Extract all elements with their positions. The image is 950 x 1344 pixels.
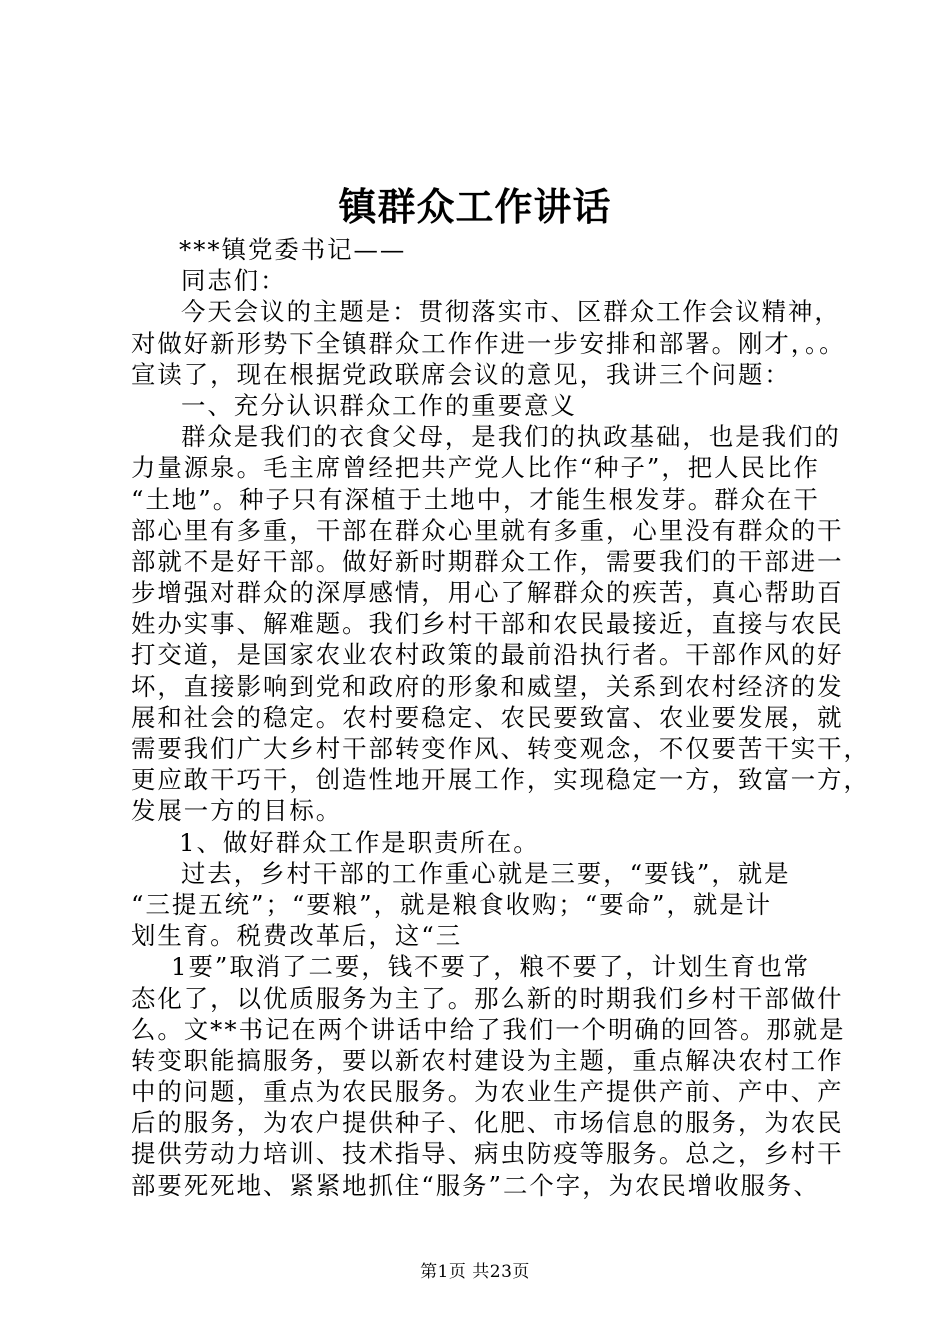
paragraph-line: 态化了，以优质服务为主了。那么新的时期我们乡村干部做什 xyxy=(131,983,844,1013)
paragraph-line: “土地”。种子只有深植于土地中，才能生根发芽。群众在干 xyxy=(131,484,820,514)
paragraph-line: 对做好新形势下全镇群众工作作进一步安排和部署。刚才，。。 xyxy=(131,328,846,358)
document-body xyxy=(131,234,870,1201)
subsection-heading: 1、做好群众工作是职责所在。 xyxy=(179,827,540,857)
author-line: ***镇党委书记—— xyxy=(179,235,407,264)
paragraph-line: 过去，乡村干部的工作重心就是三要，“要钱”，就是 xyxy=(181,858,791,888)
paragraph-line: 姓办实事、解难题。我们乡村干部和农民最接近，直接与农民 xyxy=(131,609,844,639)
paragraph-line: 部要死死地、紧紧地抓住“服务”二个字，为农民增收服务、 xyxy=(131,1170,820,1200)
paragraph-line: 1要”取消了二要，钱不要了，粮不要了，计划生育也常 xyxy=(171,952,810,982)
paragraph-line: 部就不是好干部。做好新时期群众工作，需要我们的干部进一 xyxy=(131,546,844,576)
paragraph-line: 力量源泉。毛主席曾经把共产党人比作“种子”，把人民比作 xyxy=(131,453,820,483)
paragraph-line: “三提五统”；“要粮”，就是粮食收购；“要命”，就是计 xyxy=(131,889,773,919)
paragraph-line: 打交道，是国家农业农村政策的最前沿执行者。干部作风的好 xyxy=(131,640,844,670)
paragraph-line: 群众是我们的衣食父母，是我们的执政基础，也是我们的 xyxy=(181,422,841,452)
paragraph-line: 后的服务，为农户提供种子、化肥、市场信息的服务，为农民 xyxy=(131,1108,844,1138)
paragraph-line: 提供劳动力培训、技术指导、病虫防疫等服务。总之，乡村干 xyxy=(131,1139,844,1169)
paragraph-line: 需要我们广大乡村干部转变作风、转变观念，不仅要苦干实干， xyxy=(131,734,870,763)
paragraph-line: 宣读了，现在根据党政联席会议的意见，我讲三个问题： xyxy=(131,359,791,389)
paragraph-line: 转变职能搞服务，要以新农村建设为主题，重点解决农村工作 xyxy=(131,1045,844,1075)
paragraph-line: 部心里有多重，干部在群众心里就有多重，心里没有群众的干 xyxy=(131,515,844,545)
page-number-footer: 第1页 共23页 xyxy=(420,1262,530,1282)
section-heading: 一、充分认识群众工作的重要意义 xyxy=(181,390,577,420)
paragraph-line: 步增强对群众的深厚感情，用心了解群众的疾苦，真心帮助百 xyxy=(131,578,844,608)
paragraph-line: 发展一方的目标。 xyxy=(131,796,343,826)
paragraph-line: 坏，直接影响到党和政府的形象和威望，关系到农村经济的发 xyxy=(131,671,844,701)
paragraph-line: 中的问题，重点为农民服务。为农业生产提供产前、产中、产 xyxy=(131,1077,844,1107)
document-title: 镇群众工作讲话 xyxy=(338,184,612,229)
paragraph-line: 更应敢干巧干，创造性地开展工作，实现稳定一方，致富一方， xyxy=(131,765,870,795)
salutation-line: 同志们： xyxy=(181,266,287,296)
paragraph-line: 么。文**书记在两个讲话中给了我们一个明确的回答。那就是 xyxy=(131,1014,846,1044)
paragraph-line: 划生育。税费改革后，这“三 xyxy=(131,921,463,951)
paragraph-line: 展和社会的稳定。农村要稳定、农民要致富、农业要发展，就 xyxy=(131,702,844,732)
paragraph-line: 今天会议的主题是：贯彻落实市、区群众工作会议精神， xyxy=(181,297,841,327)
